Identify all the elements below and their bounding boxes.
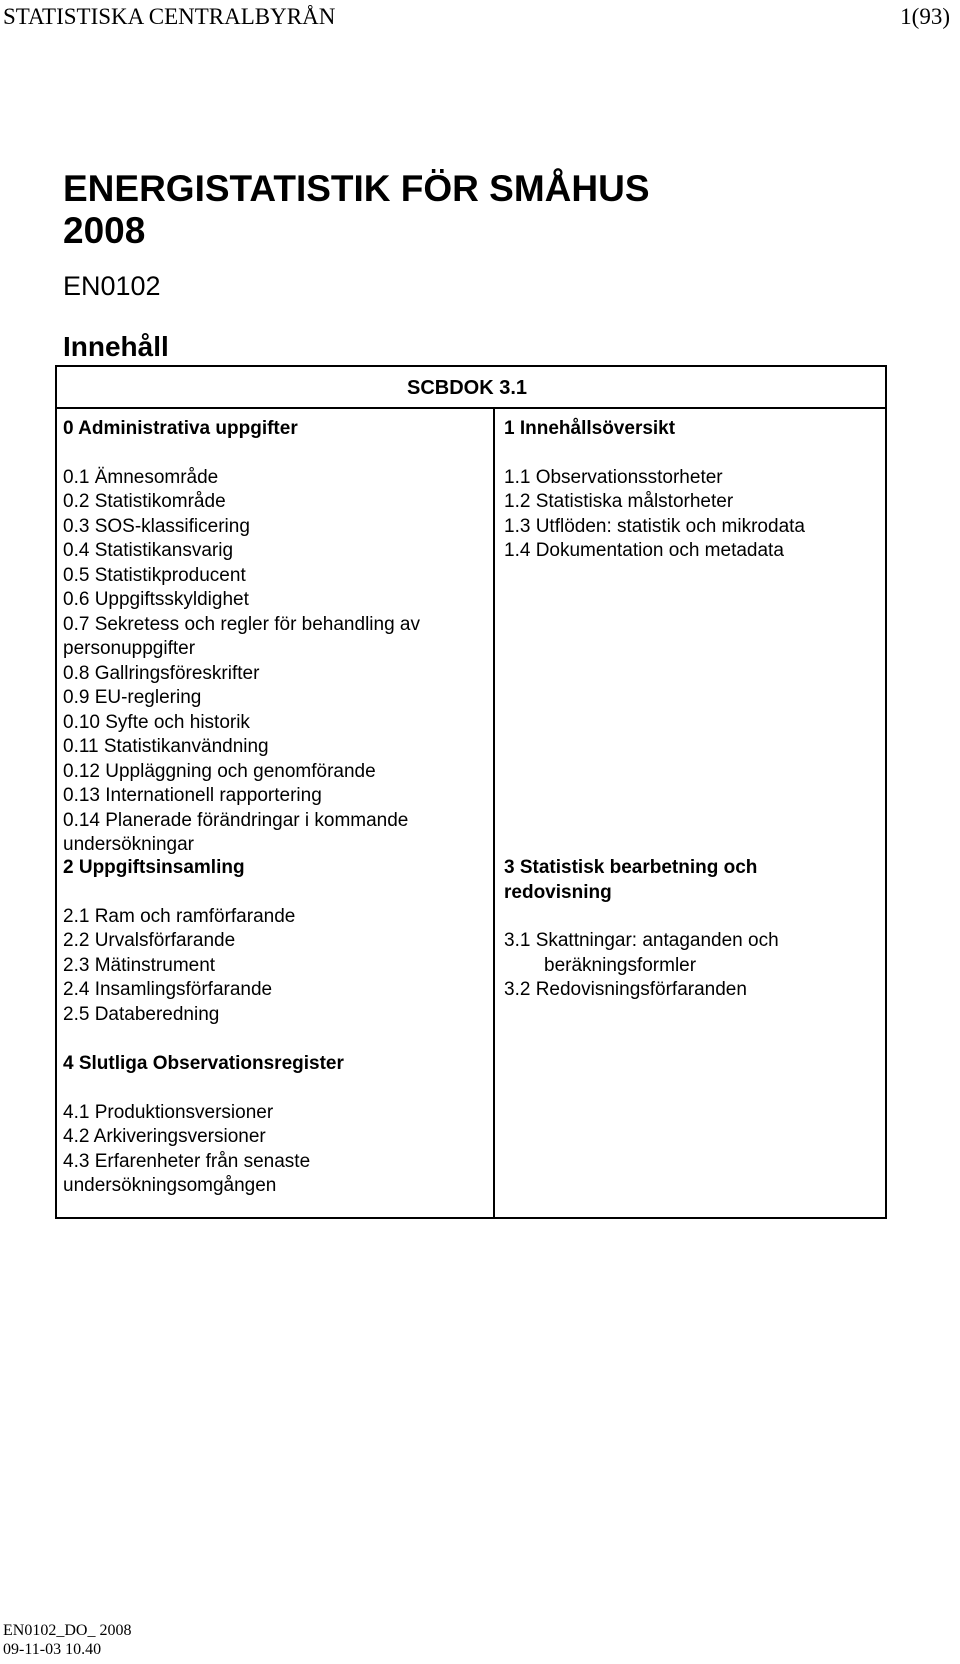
toc-item[interactable]: 0.2 Statistikområde bbox=[63, 491, 226, 512]
toc-item[interactable]: 0.4 Statistikansvarig bbox=[63, 540, 234, 561]
column-divider bbox=[493, 407, 495, 1217]
section-title: 0 Administrativa uppgifter bbox=[63, 418, 298, 439]
toc-item[interactable]: 0.6 Uppgiftsskyldighet bbox=[63, 589, 249, 610]
section-title: 2 Uppgiftsinsamling bbox=[63, 857, 245, 878]
toc-item[interactable]: 0.7 Sekretess och regler för behandling av personuppgifter bbox=[63, 613, 420, 659]
toc-item[interactable]: 0.12 Uppläggning och genomförande bbox=[63, 760, 376, 782]
section-0 bbox=[63, 417, 483, 858]
toc-item[interactable]: 3.1 Skattningar: antaganden och beräkningsformler bbox=[504, 930, 779, 976]
product-code: EN0102 bbox=[63, 271, 161, 301]
contents-heading: Innehåll bbox=[63, 331, 169, 362]
section-title: 1 Innehållsöversikt bbox=[504, 418, 676, 439]
section-2 bbox=[63, 856, 483, 1027]
contents-table bbox=[55, 365, 887, 1219]
scbdok-label: SCBDOK 3.1 bbox=[407, 377, 528, 399]
toc-item[interactable]: 0.14 Planerade förändringar i kommande undersökningar bbox=[63, 809, 409, 855]
section-title: 3 Statistisk bearbetning och redovisning bbox=[504, 857, 758, 903]
toc-item[interactable]: 1.1 Observationsstorheter bbox=[504, 466, 723, 488]
toc-item[interactable]: 2.5 Databeredning bbox=[63, 1003, 220, 1025]
section-4 bbox=[63, 1052, 483, 1199]
section-3 bbox=[504, 856, 824, 1003]
footer-date: 09-11-03 10.40 bbox=[3, 1641, 102, 1658]
toc-item[interactable]: 0.9 EU-reglering bbox=[63, 687, 202, 708]
page-number: 1(93) bbox=[900, 4, 950, 29]
toc-item[interactable]: 2.4 Insamlingsförfarande bbox=[63, 979, 273, 1000]
toc-item[interactable]: 0.11 Statistikanvändning bbox=[63, 736, 269, 757]
section-1 bbox=[504, 417, 874, 564]
document-title: ENERGISTATISTIK FÖR SMÅHUS bbox=[63, 168, 650, 209]
toc-item[interactable]: 0.3 SOS-klassificering bbox=[63, 515, 250, 537]
document-year: 2008 bbox=[63, 210, 146, 251]
footer-doc-id: EN0102_DO_ 2008 bbox=[3, 1622, 132, 1639]
toc-item[interactable]: 4.2 Arkiveringsversioner bbox=[63, 1126, 266, 1147]
toc-item[interactable]: 0.13 Internationell rapportering bbox=[63, 785, 322, 806]
toc-item[interactable]: 0.10 Syfte och historik bbox=[63, 711, 250, 733]
organization-header: STATISTISKA CENTRALBYRÅN bbox=[3, 4, 336, 29]
toc-item[interactable]: 0.8 Gallringsföreskrifter bbox=[63, 662, 260, 684]
toc-item[interactable]: 1.2 Statistiska målstorheter bbox=[504, 491, 734, 512]
toc-item[interactable]: 1.3 Utflöden: statistik och mikrodata bbox=[504, 515, 805, 537]
toc-item[interactable]: 1.4 Dokumentation och metadata bbox=[504, 540, 784, 561]
toc-item[interactable]: 4.3 Erfarenheter från senaste undersökningsomgången bbox=[63, 1150, 311, 1196]
toc-item[interactable]: 4.1 Produktionsversioner bbox=[63, 1101, 274, 1123]
toc-item[interactable]: 2.2 Urvalsförfarande bbox=[63, 930, 236, 951]
scbdok-header-cell bbox=[57, 367, 885, 409]
toc-item[interactable]: 3.2 Redovisningsförfaranden bbox=[504, 979, 747, 1000]
section-title: 4 Slutliga Observationsregister bbox=[63, 1053, 344, 1074]
toc-item[interactable]: 2.1 Ram och ramförfarande bbox=[63, 905, 296, 927]
toc-item[interactable]: 0.1 Ämnesområde bbox=[63, 466, 219, 488]
toc-item[interactable]: 2.3 Mätinstrument bbox=[63, 954, 216, 976]
toc-item[interactable]: 0.5 Statistikproducent bbox=[63, 564, 246, 586]
